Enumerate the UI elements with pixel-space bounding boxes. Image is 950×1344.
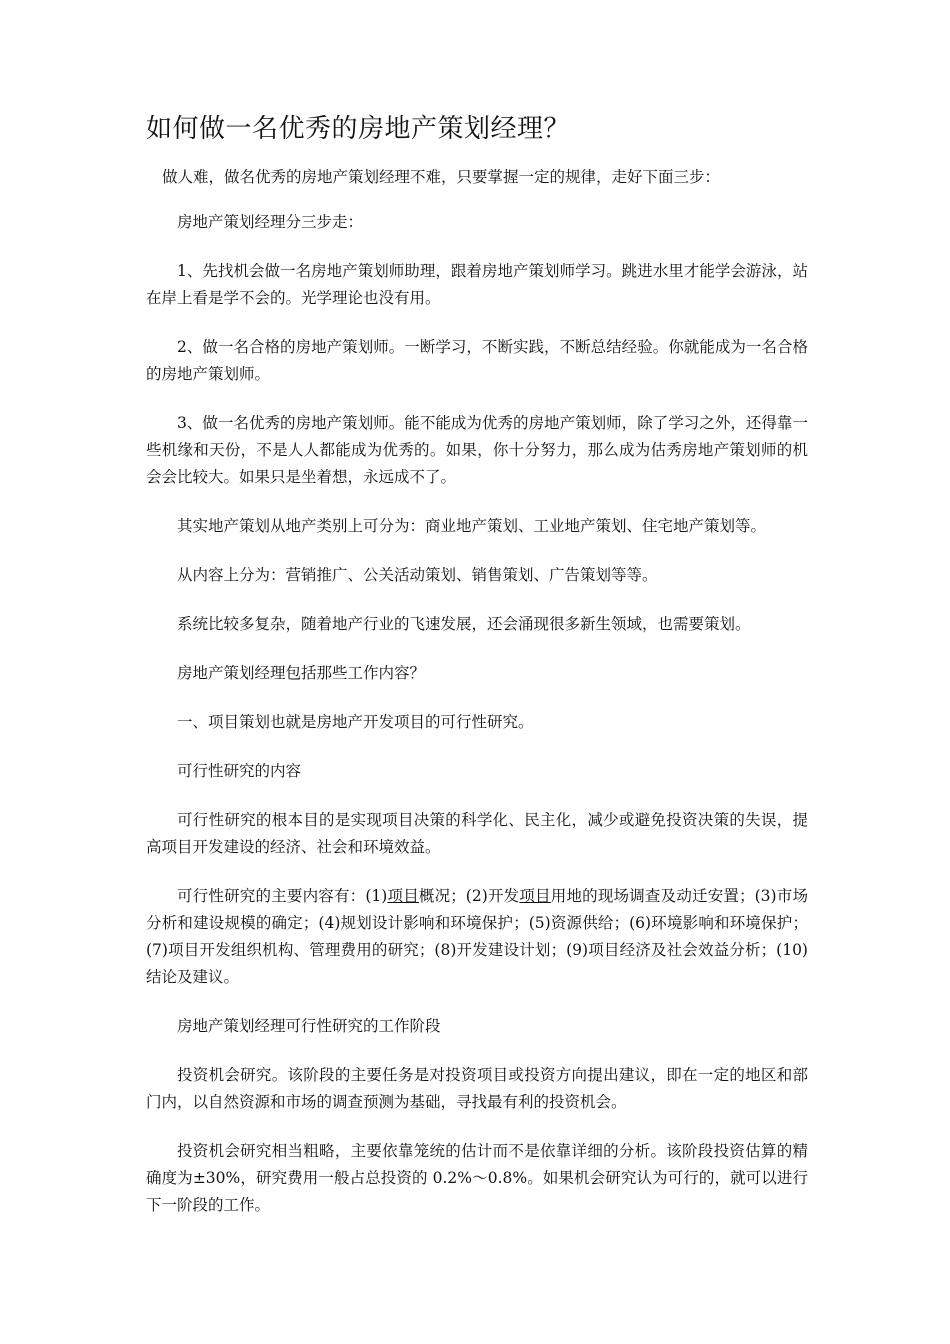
- document-title: 如何做一名优秀的房地产策划经理？: [146, 114, 571, 144]
- paragraph: 房地产策划经理包括那些工作内容？: [177, 664, 426, 682]
- paragraph: 可行性研究的根本目的是实现项目决策的科学化、民主化，减少或避免投资决策的失误，提高项目开发建设的经济、社会和环境效益。: [146, 811, 808, 856]
- project-link[interactable]: 项目: [519, 887, 551, 905]
- paragraph: 从内容上分为：营销推广、公关活动策划、销售策划、广告策划等等。: [177, 566, 658, 584]
- contents-text: 概况；(2)开发: [418, 887, 520, 905]
- intro-paragraph: 做人难，做名优秀的房地产策划经理不难，只要掌握一定的规律，走好下面三步：: [162, 168, 721, 186]
- contents-text: 用地的现场调查及动迁安置；(3)市场分析和建设规模的确定；(4)规划设计影响和环境保护；(5)资源供给；(6)环境影响和环境保护；(7)项目开发组织机构、管理费用的研究；(8)开发建设计划；(9)项目经济及社会效益分析；(10)结论及建议。: [146, 887, 808, 986]
- paragraph: 2、做一名合格的房地产策划师。一断学习，不断实践，不断总结经验。你就能成为一名合格的房地产策划师。: [146, 338, 808, 383]
- project-link[interactable]: 项目: [387, 887, 419, 905]
- paragraph: 房地产策划经理分三步走：: [177, 213, 364, 231]
- paragraph: 可行性研究的内容: [177, 762, 302, 780]
- paragraph: 系统比较多复杂，随着地产行业的飞速发展，还会涌现很多新生领域，也需要策划。: [177, 615, 751, 633]
- contents-text: 可行性研究的主要内容有：(1): [177, 887, 388, 905]
- stage-paragraph: 投资机会研究。该阶段的主要任务是对投资项目或投资方向提出建议，即在一定的地区和部门内，以自然资源和市场的调查预测为基础，寻找最有利的投资机会。: [146, 1066, 808, 1111]
- paragraph: 1、先找机会做一名房地产策划师助理，跟着房地产策划师学习。跳进水里才能学会游泳，站在岸上看是学不会的。光学理论也没有用。: [146, 262, 808, 307]
- paragraph: 其实地产策划从地产类别上可分为：商业地产策划、工业地产策划、住宅地产策划等。: [177, 517, 767, 535]
- stage-paragraph: 投资机会研究相当粗略，主要依靠笼统的估计而不是依靠详细的分析。该阶段投资估算的精确度为±30%，研究费用一般占总投资的 0.2%～0.8%。如果机会研究认为可行的，就可以进行下一阶段的工作。: [146, 1142, 808, 1214]
- paragraph: 一、项目策划也就是房地产开发项目的可行性研究。: [177, 713, 534, 731]
- contents-paragraph: [146, 883, 808, 991]
- document-page: [146, 112, 808, 1241]
- stage-heading: 房地产策划经理可行性研究的工作阶段: [177, 1017, 441, 1035]
- paragraph: 3、做一名优秀的房地产策划师。能不能成为优秀的房地产策划师，除了学习之外，还得靠一些机缘和天份，不是人人都能成为优秀的。如果，你十分努力，那么成为估秀房地产策划师的机会会比较大。如果只是坐着想，永远成不了。: [146, 414, 808, 486]
